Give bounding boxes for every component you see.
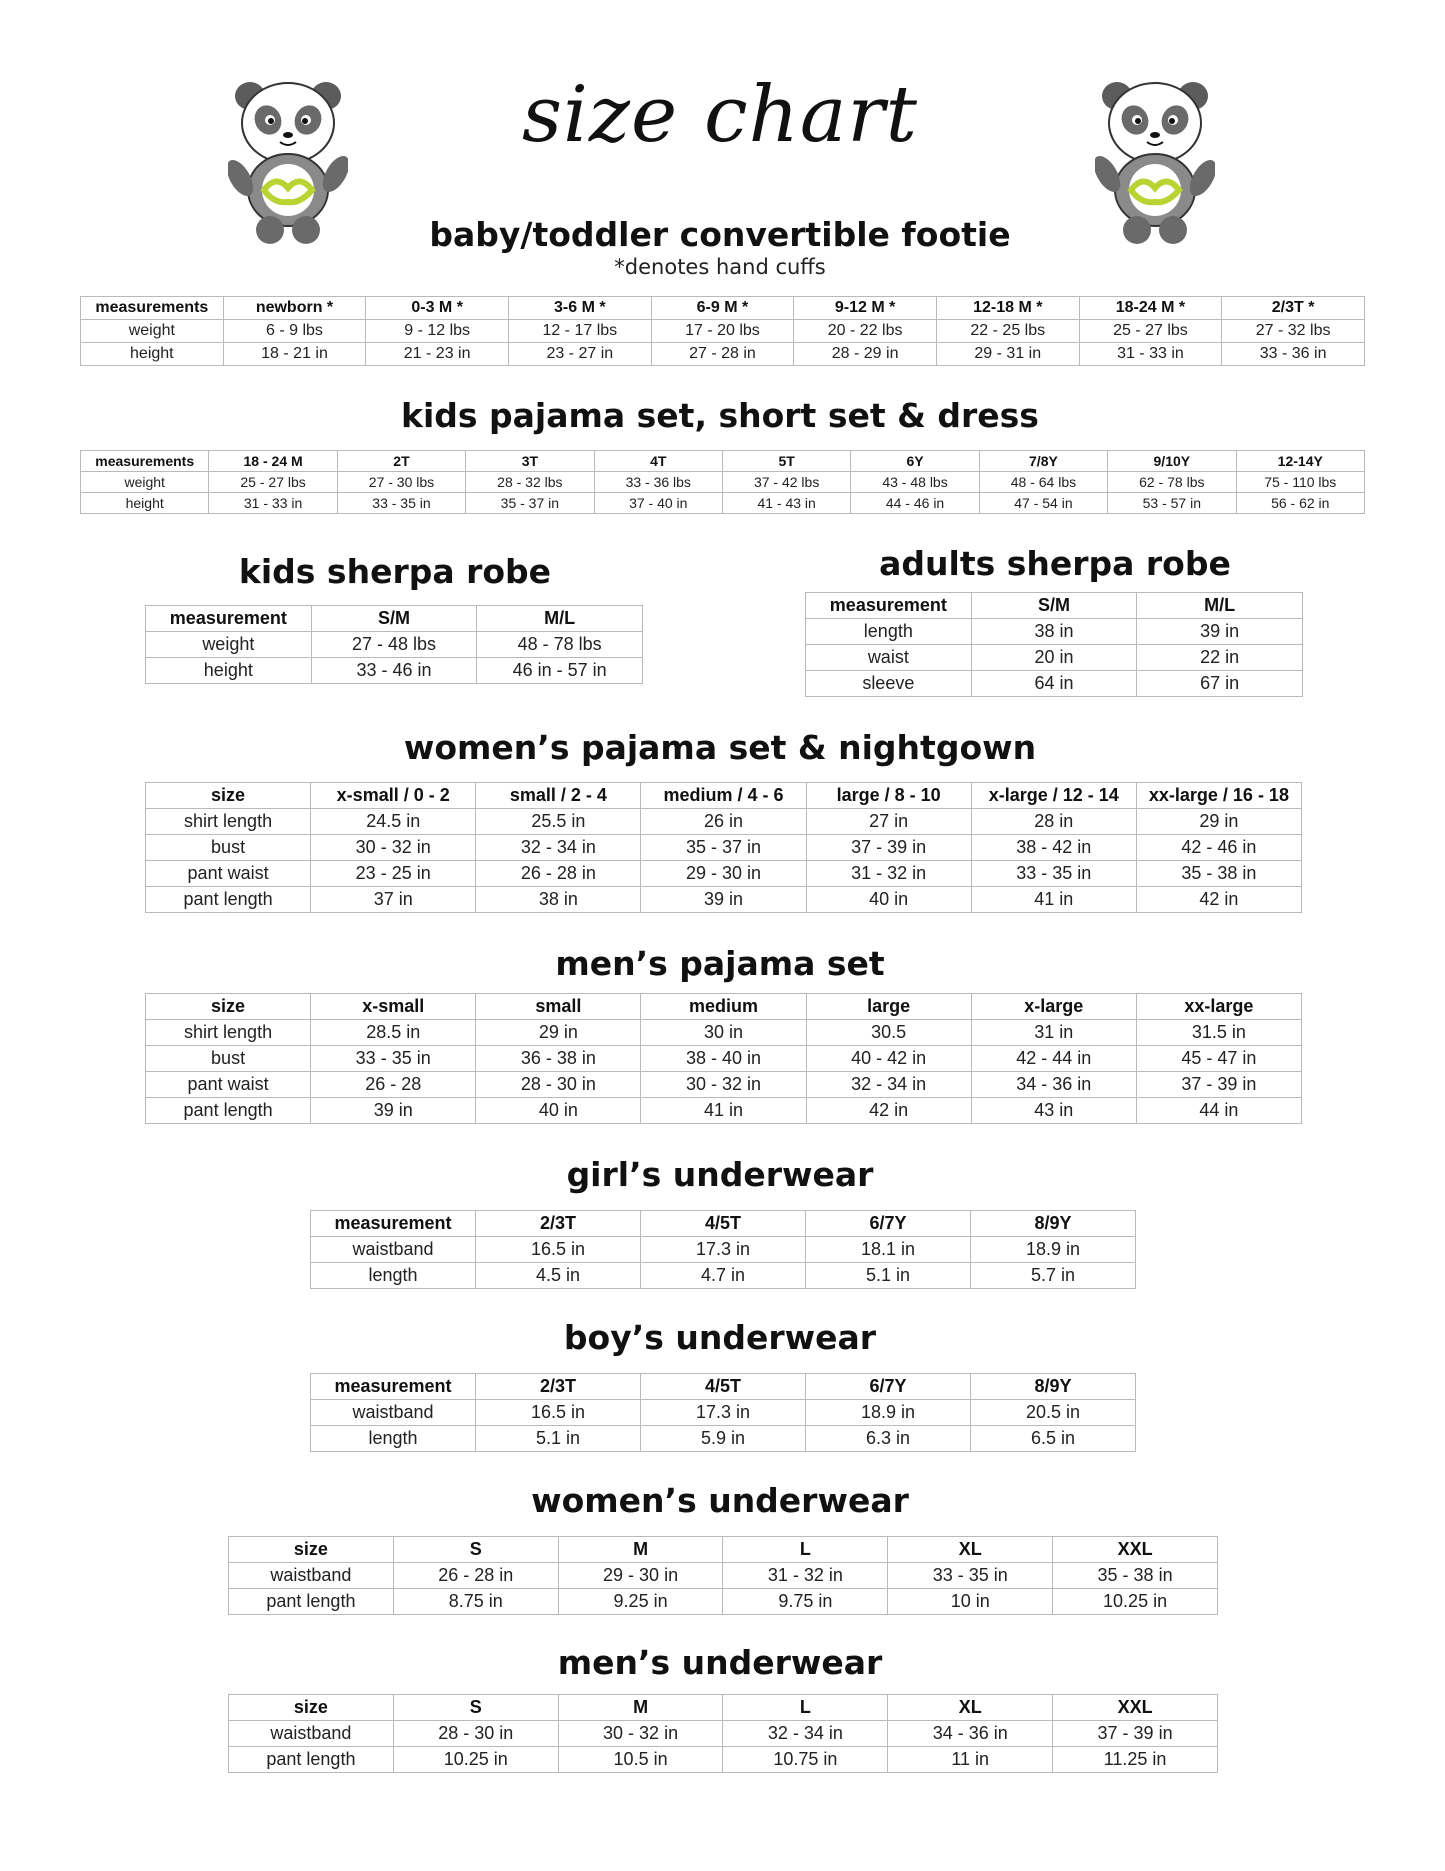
value-cell: 10.25 in bbox=[1053, 1589, 1218, 1615]
value-cell: 31 - 32 in bbox=[806, 861, 971, 887]
row-label-cell: pant length bbox=[146, 887, 311, 913]
table-girls-underwear bbox=[310, 1210, 1136, 1289]
value-cell: 32 - 34 in bbox=[476, 835, 641, 861]
header-cell: 0-3 M * bbox=[366, 297, 509, 320]
value-cell: 75 - 110 lbs bbox=[1236, 472, 1364, 493]
header-cell-label: measurements bbox=[81, 451, 209, 472]
value-cell: 39 in bbox=[311, 1098, 476, 1124]
row-label-cell: pant length bbox=[229, 1589, 394, 1615]
table-header-row bbox=[81, 451, 1365, 472]
header-cell: 12-18 M * bbox=[936, 297, 1079, 320]
header-cell: medium / 4 - 6 bbox=[641, 783, 806, 809]
value-cell: 38 - 42 in bbox=[971, 835, 1136, 861]
value-cell: 39 in bbox=[641, 887, 806, 913]
value-cell: 29 in bbox=[476, 1020, 641, 1046]
row-label-cell: shirt length bbox=[146, 1020, 311, 1046]
value-cell: 4.5 in bbox=[476, 1263, 641, 1289]
value-cell: 28 - 32 lbs bbox=[466, 472, 594, 493]
row-label-cell: bust bbox=[146, 1046, 311, 1072]
value-cell: 31.5 in bbox=[1136, 1020, 1301, 1046]
value-cell: 42 in bbox=[806, 1098, 971, 1124]
header-cell-label: size bbox=[229, 1695, 394, 1721]
value-cell: 20 in bbox=[971, 645, 1137, 671]
table-row bbox=[146, 861, 1302, 887]
table-row bbox=[146, 1046, 1302, 1072]
value-cell: 48 - 64 lbs bbox=[979, 472, 1107, 493]
table-row bbox=[311, 1263, 1136, 1289]
table-kids-sherpa bbox=[145, 605, 643, 684]
section-title-boys-underwear: boy’s underwear bbox=[563, 1318, 877, 1357]
value-cell: 18.1 in bbox=[806, 1237, 971, 1263]
value-cell: 20.5 in bbox=[971, 1400, 1136, 1426]
value-cell: 33 - 35 in bbox=[311, 1046, 476, 1072]
value-cell: 33 - 46 in bbox=[311, 658, 477, 684]
table-row bbox=[229, 1589, 1218, 1615]
header-cell: 4T bbox=[594, 451, 722, 472]
value-cell: 18 - 21 in bbox=[223, 343, 366, 366]
header-cell: x-large bbox=[971, 994, 1136, 1020]
value-cell: 27 - 28 in bbox=[651, 343, 794, 366]
value-cell: 33 - 36 lbs bbox=[594, 472, 722, 493]
value-cell: 53 - 57 in bbox=[1108, 493, 1236, 514]
header-cell: 5T bbox=[722, 451, 850, 472]
value-cell: 5.7 in bbox=[971, 1263, 1136, 1289]
header-cell: 6/7Y bbox=[806, 1374, 971, 1400]
value-cell: 34 - 36 in bbox=[888, 1721, 1053, 1747]
hand-cuffs-note: *denotes hand cuffs bbox=[614, 255, 826, 279]
value-cell: 17.3 in bbox=[641, 1237, 806, 1263]
header-cell-label: measurement bbox=[146, 606, 312, 632]
value-cell: 10.5 in bbox=[558, 1747, 723, 1773]
table-row bbox=[146, 835, 1302, 861]
header-cell: M/L bbox=[1137, 593, 1303, 619]
table-row bbox=[311, 1426, 1136, 1452]
value-cell: 6.3 in bbox=[806, 1426, 971, 1452]
row-label-cell: bust bbox=[146, 835, 311, 861]
value-cell: 5.1 in bbox=[476, 1426, 641, 1452]
section-title-kids-sherpa: kids sherpa robe bbox=[238, 552, 552, 591]
value-cell: 24.5 in bbox=[311, 809, 476, 835]
value-cell: 39 in bbox=[1137, 619, 1303, 645]
value-cell: 37 - 39 in bbox=[1136, 1072, 1301, 1098]
header-cell: M bbox=[558, 1537, 723, 1563]
table-row bbox=[81, 343, 1365, 366]
value-cell: 29 - 31 in bbox=[936, 343, 1079, 366]
value-cell: 27 - 30 lbs bbox=[337, 472, 465, 493]
row-label-cell: weight bbox=[81, 472, 209, 493]
row-label-cell: shirt length bbox=[146, 809, 311, 835]
value-cell: 26 - 28 in bbox=[476, 861, 641, 887]
page-title: size chart bbox=[521, 70, 919, 160]
value-cell: 43 in bbox=[971, 1098, 1136, 1124]
row-label-cell: height bbox=[81, 493, 209, 514]
value-cell: 8.75 in bbox=[393, 1589, 558, 1615]
value-cell: 38 in bbox=[971, 619, 1137, 645]
table-row bbox=[229, 1747, 1218, 1773]
value-cell: 31 - 33 in bbox=[1079, 343, 1222, 366]
section-title-kids-pajama: kids pajama set, short set & dress bbox=[401, 396, 1039, 435]
value-cell: 37 - 42 lbs bbox=[722, 472, 850, 493]
value-cell: 45 - 47 in bbox=[1136, 1046, 1301, 1072]
header-cell: XL bbox=[888, 1537, 1053, 1563]
header-cell: 18-24 M * bbox=[1079, 297, 1222, 320]
value-cell: 37 - 40 in bbox=[594, 493, 722, 514]
value-cell: 28 - 30 in bbox=[476, 1072, 641, 1098]
header-cell: 8/9Y bbox=[971, 1374, 1136, 1400]
table-womens-underwear bbox=[228, 1536, 1218, 1615]
header-cell: xx-large / 16 - 18 bbox=[1136, 783, 1301, 809]
row-label-cell: pant length bbox=[146, 1098, 311, 1124]
header-cell: large / 8 - 10 bbox=[806, 783, 971, 809]
value-cell: 6.5 in bbox=[971, 1426, 1136, 1452]
header-cell: 2T bbox=[337, 451, 465, 472]
row-label-cell: waist bbox=[806, 645, 972, 671]
value-cell: 33 - 35 in bbox=[971, 861, 1136, 887]
value-cell: 25 - 27 lbs bbox=[1079, 320, 1222, 343]
value-cell: 31 - 33 in bbox=[209, 493, 337, 514]
value-cell: 12 - 17 lbs bbox=[508, 320, 651, 343]
row-label-cell: pant waist bbox=[146, 1072, 311, 1098]
value-cell: 27 in bbox=[806, 809, 971, 835]
value-cell: 28.5 in bbox=[311, 1020, 476, 1046]
row-label-cell: pant waist bbox=[146, 861, 311, 887]
table-header-row bbox=[229, 1695, 1218, 1721]
header-cell: S bbox=[393, 1537, 558, 1563]
row-label-cell: length bbox=[311, 1263, 476, 1289]
value-cell: 33 - 36 in bbox=[1222, 343, 1365, 366]
header-cell: small bbox=[476, 994, 641, 1020]
panda-mascot-icon bbox=[1095, 78, 1215, 248]
table-header-row bbox=[229, 1537, 1218, 1563]
table-row bbox=[146, 1020, 1302, 1046]
value-cell: 5.9 in bbox=[641, 1426, 806, 1452]
value-cell: 22 in bbox=[1137, 645, 1303, 671]
value-cell: 17.3 in bbox=[641, 1400, 806, 1426]
value-cell: 37 - 39 in bbox=[1053, 1721, 1218, 1747]
value-cell: 28 - 29 in bbox=[794, 343, 937, 366]
value-cell: 30 - 32 in bbox=[641, 1072, 806, 1098]
value-cell: 5.1 in bbox=[806, 1263, 971, 1289]
table-row bbox=[229, 1721, 1218, 1747]
table-row bbox=[146, 887, 1302, 913]
table-row bbox=[81, 493, 1365, 514]
panda-mascot-icon bbox=[228, 78, 348, 248]
header-cell-label: size bbox=[229, 1537, 394, 1563]
header-cell-label: measurement bbox=[311, 1211, 476, 1237]
header-cell: 2/3T bbox=[476, 1211, 641, 1237]
header-cell: x-small bbox=[311, 994, 476, 1020]
row-label-cell: waistband bbox=[229, 1721, 394, 1747]
value-cell: 11 in bbox=[888, 1747, 1053, 1773]
table-row bbox=[146, 809, 1302, 835]
header-cell: L bbox=[723, 1695, 888, 1721]
header-cell: 9-12 M * bbox=[794, 297, 937, 320]
value-cell: 37 - 39 in bbox=[806, 835, 971, 861]
table-header-row bbox=[146, 783, 1302, 809]
value-cell: 48 - 78 lbs bbox=[477, 632, 643, 658]
value-cell: 26 - 28 in bbox=[393, 1563, 558, 1589]
header-cell: 6/7Y bbox=[806, 1211, 971, 1237]
table-womens-pajama bbox=[145, 782, 1302, 913]
value-cell: 29 - 30 in bbox=[558, 1563, 723, 1589]
row-label-cell: sleeve bbox=[806, 671, 972, 697]
value-cell: 25.5 in bbox=[476, 809, 641, 835]
header-cell: newborn * bbox=[223, 297, 366, 320]
header-cell: S bbox=[393, 1695, 558, 1721]
value-cell: 35 - 38 in bbox=[1053, 1563, 1218, 1589]
value-cell: 44 in bbox=[1136, 1098, 1301, 1124]
header-cell: 18 - 24 M bbox=[209, 451, 337, 472]
table-row bbox=[311, 1237, 1136, 1263]
value-cell: 21 - 23 in bbox=[366, 343, 509, 366]
header-cell: XXL bbox=[1053, 1695, 1218, 1721]
value-cell: 22 - 25 lbs bbox=[936, 320, 1079, 343]
table-row bbox=[81, 320, 1365, 343]
value-cell: 18.9 in bbox=[806, 1400, 971, 1426]
value-cell: 33 - 35 in bbox=[888, 1563, 1053, 1589]
value-cell: 29 - 30 in bbox=[641, 861, 806, 887]
table-row bbox=[81, 472, 1365, 493]
header-cell: M bbox=[558, 1695, 723, 1721]
header-cell: 3T bbox=[466, 451, 594, 472]
table-row bbox=[311, 1400, 1136, 1426]
section-title-baby-footie: baby/toddler convertible footie bbox=[429, 215, 1011, 254]
header-cell: M/L bbox=[477, 606, 643, 632]
header-cell: 9/10Y bbox=[1108, 451, 1236, 472]
value-cell: 26 - 28 bbox=[311, 1072, 476, 1098]
table-baby-footie bbox=[80, 296, 1365, 366]
value-cell: 4.7 in bbox=[641, 1263, 806, 1289]
header-cell: 4/5T bbox=[641, 1374, 806, 1400]
table-header-row bbox=[146, 994, 1302, 1020]
row-label-cell: waistband bbox=[311, 1237, 476, 1263]
header-cell-label: measurement bbox=[806, 593, 972, 619]
header-cell: 2/3T bbox=[476, 1374, 641, 1400]
section-title-girls-underwear: girl’s underwear bbox=[566, 1155, 874, 1194]
value-cell: 9 - 12 lbs bbox=[366, 320, 509, 343]
value-cell: 20 - 22 lbs bbox=[794, 320, 937, 343]
table-row bbox=[806, 619, 1303, 645]
row-label-cell: waistband bbox=[311, 1400, 476, 1426]
value-cell: 30.5 bbox=[806, 1020, 971, 1046]
value-cell: 40 in bbox=[806, 887, 971, 913]
value-cell: 10.25 in bbox=[393, 1747, 558, 1773]
value-cell: 37 in bbox=[311, 887, 476, 913]
value-cell: 42 - 46 in bbox=[1136, 835, 1301, 861]
value-cell: 31 in bbox=[971, 1020, 1136, 1046]
header-cell: XL bbox=[888, 1695, 1053, 1721]
table-boys-underwear bbox=[310, 1373, 1136, 1452]
value-cell: 41 in bbox=[971, 887, 1136, 913]
section-title-mens-underwear: men’s underwear bbox=[557, 1643, 883, 1682]
value-cell: 11.25 in bbox=[1053, 1747, 1218, 1773]
value-cell: 6 - 9 lbs bbox=[223, 320, 366, 343]
header-cell: x-large / 12 - 14 bbox=[971, 783, 1136, 809]
header-cell: medium bbox=[641, 994, 806, 1020]
value-cell: 18.9 in bbox=[971, 1237, 1136, 1263]
value-cell: 32 - 34 in bbox=[723, 1721, 888, 1747]
value-cell: 16.5 in bbox=[476, 1400, 641, 1426]
header-cell: xx-large bbox=[1136, 994, 1301, 1020]
value-cell: 42 - 44 in bbox=[971, 1046, 1136, 1072]
value-cell: 47 - 54 in bbox=[979, 493, 1107, 514]
header-cell-label: size bbox=[146, 783, 311, 809]
header-cell: S/M bbox=[971, 593, 1137, 619]
value-cell: 42 in bbox=[1136, 887, 1301, 913]
value-cell: 16.5 in bbox=[476, 1237, 641, 1263]
header-cell: 3-6 M * bbox=[508, 297, 651, 320]
header-cell: 7/8Y bbox=[979, 451, 1107, 472]
value-cell: 33 - 35 in bbox=[337, 493, 465, 514]
value-cell: 30 - 32 in bbox=[311, 835, 476, 861]
table-row bbox=[146, 1098, 1302, 1124]
value-cell: 30 - 32 in bbox=[558, 1721, 723, 1747]
table-header-row bbox=[806, 593, 1303, 619]
value-cell: 40 in bbox=[476, 1098, 641, 1124]
value-cell: 28 in bbox=[971, 809, 1136, 835]
value-cell: 31 - 32 in bbox=[723, 1563, 888, 1589]
header-cell-label: measurements bbox=[81, 297, 224, 320]
section-title-mens-pajama: men’s pajama set bbox=[555, 944, 885, 983]
value-cell: 10.75 in bbox=[723, 1747, 888, 1773]
header-cell: L bbox=[723, 1537, 888, 1563]
value-cell: 23 - 27 in bbox=[508, 343, 651, 366]
section-title-adults-sherpa: adults sherpa robe bbox=[879, 544, 1231, 583]
row-label-cell: height bbox=[81, 343, 224, 366]
value-cell: 41 - 43 in bbox=[722, 493, 850, 514]
table-row bbox=[146, 1072, 1302, 1098]
table-row bbox=[806, 645, 1303, 671]
table-header-row bbox=[146, 606, 643, 632]
row-label-cell: weight bbox=[81, 320, 224, 343]
value-cell: 27 - 48 lbs bbox=[311, 632, 477, 658]
header-cell: 6Y bbox=[851, 451, 979, 472]
row-label-cell: height bbox=[146, 658, 312, 684]
value-cell: 35 - 38 in bbox=[1136, 861, 1301, 887]
header-cell: 8/9Y bbox=[971, 1211, 1136, 1237]
value-cell: 38 in bbox=[476, 887, 641, 913]
value-cell: 46 in - 57 in bbox=[477, 658, 643, 684]
header-cell: XXL bbox=[1053, 1537, 1218, 1563]
value-cell: 64 in bbox=[971, 671, 1137, 697]
table-kids-pajama bbox=[80, 450, 1365, 514]
value-cell: 36 - 38 in bbox=[476, 1046, 641, 1072]
table-row bbox=[229, 1563, 1218, 1589]
value-cell: 30 in bbox=[641, 1020, 806, 1046]
table-row bbox=[146, 658, 643, 684]
value-cell: 25 - 27 lbs bbox=[209, 472, 337, 493]
value-cell: 23 - 25 in bbox=[311, 861, 476, 887]
value-cell: 28 - 30 in bbox=[393, 1721, 558, 1747]
table-adults-sherpa bbox=[805, 592, 1303, 697]
value-cell: 9.75 in bbox=[723, 1589, 888, 1615]
header-cell: x-small / 0 - 2 bbox=[311, 783, 476, 809]
header-cell: S/M bbox=[311, 606, 477, 632]
section-title-womens-pajama: women’s pajama set & nightgown bbox=[403, 728, 1037, 767]
value-cell: 29 in bbox=[1136, 809, 1301, 835]
row-label-cell: pant length bbox=[229, 1747, 394, 1773]
table-row bbox=[146, 632, 643, 658]
header-cell-label: size bbox=[146, 994, 311, 1020]
table-header-row bbox=[311, 1374, 1136, 1400]
section-title-womens-underwear: women’s underwear bbox=[531, 1481, 909, 1520]
header-cell: large bbox=[806, 994, 971, 1020]
value-cell: 10 in bbox=[888, 1589, 1053, 1615]
value-cell: 34 - 36 in bbox=[971, 1072, 1136, 1098]
value-cell: 67 in bbox=[1137, 671, 1303, 697]
value-cell: 41 in bbox=[641, 1098, 806, 1124]
row-label-cell: weight bbox=[146, 632, 312, 658]
table-header-row bbox=[311, 1211, 1136, 1237]
value-cell: 32 - 34 in bbox=[806, 1072, 971, 1098]
header-cell: 6-9 M * bbox=[651, 297, 794, 320]
value-cell: 62 - 78 lbs bbox=[1108, 472, 1236, 493]
value-cell: 17 - 20 lbs bbox=[651, 320, 794, 343]
row-label-cell: waistband bbox=[229, 1563, 394, 1589]
value-cell: 26 in bbox=[641, 809, 806, 835]
value-cell: 38 - 40 in bbox=[641, 1046, 806, 1072]
table-header-row bbox=[81, 297, 1365, 320]
header-cell: 2/3T * bbox=[1222, 297, 1365, 320]
table-row bbox=[806, 671, 1303, 697]
row-label-cell: length bbox=[311, 1426, 476, 1452]
table-mens-pajama bbox=[145, 993, 1302, 1124]
table-mens-underwear bbox=[228, 1694, 1218, 1773]
value-cell: 27 - 32 lbs bbox=[1222, 320, 1365, 343]
header-cell: small / 2 - 4 bbox=[476, 783, 641, 809]
header-cell-label: measurement bbox=[311, 1374, 476, 1400]
value-cell: 9.25 in bbox=[558, 1589, 723, 1615]
value-cell: 35 - 37 in bbox=[466, 493, 594, 514]
value-cell: 35 - 37 in bbox=[641, 835, 806, 861]
value-cell: 40 - 42 in bbox=[806, 1046, 971, 1072]
row-label-cell: length bbox=[806, 619, 972, 645]
value-cell: 56 - 62 in bbox=[1236, 493, 1364, 514]
value-cell: 43 - 48 lbs bbox=[851, 472, 979, 493]
value-cell: 44 - 46 in bbox=[851, 493, 979, 514]
header-cell: 12-14Y bbox=[1236, 451, 1364, 472]
header-cell: 4/5T bbox=[641, 1211, 806, 1237]
